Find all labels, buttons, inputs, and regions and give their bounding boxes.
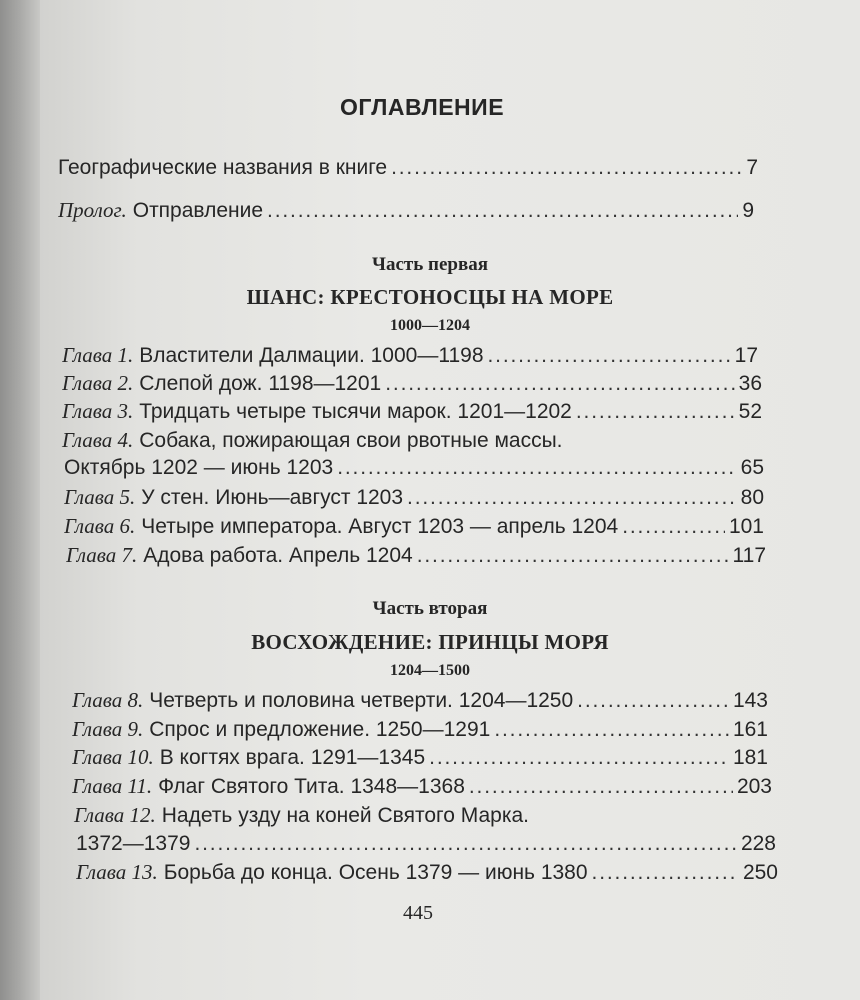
part-1-years: 1000—1204 [390, 317, 470, 334]
entry-text: В когтях врага. 1291—1345 [159, 746, 426, 769]
toc-entry-chapter-5 [64, 485, 764, 510]
entry-text: Отправление [132, 199, 264, 222]
entry-page-number: 80 [740, 486, 764, 509]
entry-text: Надеть узду на коней Святого Марка. [161, 804, 529, 827]
leader-dots [385, 372, 734, 396]
entry-label: Глава 3. [62, 399, 134, 423]
entry-text-continuation: Октябрь 1202 — июнь 1203 [64, 456, 334, 479]
toc-entry-chapter-6 [64, 514, 764, 539]
book-spine-shadow [0, 0, 44, 1000]
entry-page-number: 203 [736, 775, 772, 798]
entry-label: Глава 7. [66, 543, 138, 567]
leader-dots [592, 861, 739, 885]
toc-entry-chapter-10 [72, 745, 768, 770]
leader-dots [494, 718, 729, 742]
entry-text: У стен. Июнь—август 1203 [141, 486, 404, 509]
entry-label: Глава 9. [72, 717, 144, 741]
entry-text: Слепой дож. 1198—1201 [139, 372, 382, 395]
part-2-years: 1204—1500 [390, 662, 470, 679]
toc-entry-chapter-3 [62, 399, 762, 424]
entry-text: Географические названия в книге [58, 156, 388, 179]
entry-label: Глава 4. [62, 428, 134, 452]
entry-page-number: 9 [742, 199, 754, 222]
entry-text: Собака, пожирающая свои рвотные массы. [139, 429, 563, 452]
entry-label: Глава 11. [72, 774, 153, 798]
toc-entry-chapter-12-line-2 [76, 832, 776, 856]
leader-dots [488, 344, 731, 368]
leader-dots [391, 156, 742, 180]
part-2-title: ВОСХОЖДЕНИЕ: ПРИНЦЫ МОРЯ [251, 630, 609, 654]
toc-entry-chapter-2 [62, 371, 762, 396]
entry-label: Глава 5. [64, 485, 136, 509]
leader-dots [577, 689, 729, 713]
entry-text: Четверть и половина четверти. 1204—1250 [149, 689, 574, 712]
entry-label: Глава 12. [74, 803, 156, 827]
entry-text: Флаг Святого Тита. 1348—1368 [158, 775, 465, 798]
toc-entry-chapter-4-line-1 [62, 428, 563, 453]
entry-text: Спрос и предложение. 1250—1291 [149, 718, 491, 741]
entry-label: Глава 13. [76, 860, 158, 884]
entry-page-number: 228 [740, 832, 776, 855]
leader-dots [429, 746, 729, 770]
entry-page-number: 101 [728, 515, 764, 538]
entry-label: Глава 6. [64, 514, 136, 538]
toc-entry-chapter-13 [76, 860, 778, 885]
page-number: 445 [403, 902, 433, 924]
toc-entry-chapter-8 [72, 688, 768, 713]
leader-dots [469, 775, 733, 799]
toc-entry-geographic-names [58, 156, 758, 180]
leader-dots [576, 400, 735, 424]
leader-dots [407, 486, 737, 510]
toc-entry-chapter-9 [72, 717, 768, 742]
leader-dots [622, 515, 725, 539]
toc-entry-chapter-7 [66, 543, 766, 568]
entry-page-number: 52 [738, 400, 762, 423]
entry-page-number: 161 [732, 718, 768, 741]
entry-text: Четыре императора. Август 1203 — апрель 1204 [141, 515, 619, 538]
entry-label: Глава 2. [62, 371, 134, 395]
entry-page-number: 181 [732, 746, 768, 769]
part-1-label: Часть первая [372, 254, 488, 275]
entry-text-continuation: 1372—1379 [76, 832, 191, 855]
entry-text: Властители Далмации. 1000—1198 [139, 344, 484, 367]
entry-page-number: 143 [732, 689, 768, 712]
part-2-label: Часть вторая [372, 598, 488, 619]
entry-label: Глава 8. [72, 688, 144, 712]
leader-dots [337, 456, 736, 480]
leader-dots [194, 832, 737, 856]
entry-text: Тридцать четыре тысячи марок. 1201—1202 [139, 400, 572, 423]
part-1-title: ШАНС: КРЕСТОНОСЦЫ НА МОРЕ [246, 285, 614, 309]
entry-page-number: 36 [738, 372, 762, 395]
toc-entry-prologue [58, 198, 754, 223]
entry-page-number: 65 [740, 456, 764, 479]
toc-title: ОГЛАВЛЕНИЕ [339, 94, 505, 120]
leader-dots [417, 544, 729, 568]
entry-label: Пролог. [58, 198, 127, 222]
entry-text: Борьба до конца. Осень 1379 — июнь 1380 [163, 861, 588, 884]
entry-page-number: 7 [746, 156, 758, 179]
entry-label: Глава 10. [72, 745, 154, 769]
entry-page-number: 250 [742, 861, 778, 884]
leader-dots [267, 199, 738, 223]
toc-entry-chapter-12-line-1 [74, 803, 529, 828]
entry-page-number: 17 [734, 344, 758, 367]
toc-entry-chapter-4-line-2 [64, 456, 764, 480]
toc-entry-chapter-11 [72, 774, 772, 799]
entry-page-number: 117 [732, 544, 766, 567]
entry-label: Глава 1. [62, 343, 134, 367]
toc-entry-chapter-1 [62, 343, 758, 368]
entry-text: Адова работа. Апрель 1204 [143, 544, 413, 567]
